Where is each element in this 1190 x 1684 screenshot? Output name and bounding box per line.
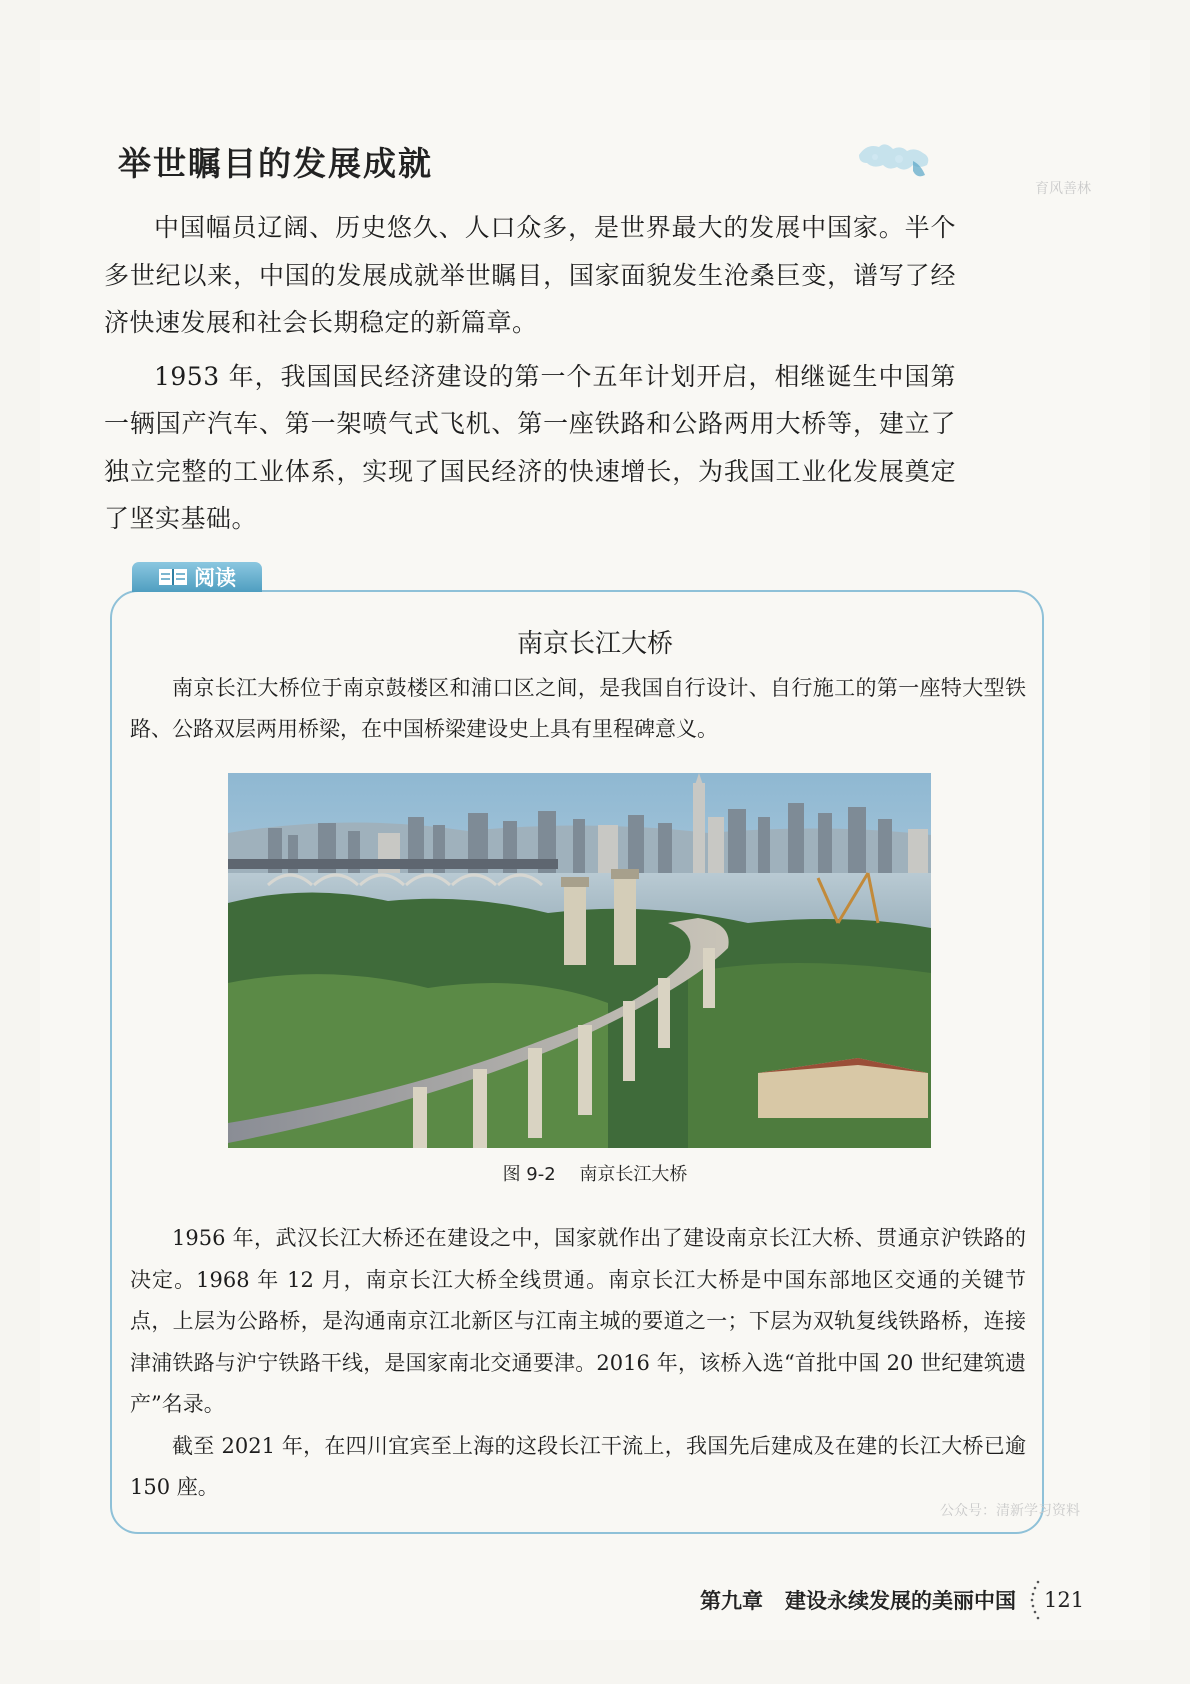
reading-title: 南京长江大桥 — [516, 629, 673, 659]
footer-chapter-title: 建设永续发展的美丽中国 — [785, 1589, 1016, 1613]
reading-paragraph-2: 截至 2021 年，在四川宜宾至上海的这段长江干流上，我国先后建成及在建的长江大桥已逾 150 座。 — [130, 1433, 1026, 1499]
reading-tab — [132, 562, 262, 592]
footer-chapter: 第九章 — [700, 1589, 763, 1613]
reading-intro — [130, 668, 1026, 750]
reading-tab-label: 阅读 — [194, 566, 236, 590]
intro-text — [104, 204, 956, 549]
figure-label: 南京长江大桥 — [579, 1164, 688, 1185]
figure-number: 图 9-2 — [502, 1164, 556, 1185]
world-map-decoration-icon — [855, 135, 935, 181]
section-title: 举世瞩目的发展成就 — [118, 144, 433, 183]
dotted-arc-decoration-icon — [1030, 1578, 1040, 1622]
open-book-icon — [158, 567, 188, 587]
reading-intro-paragraph: 南京长江大桥位于南京鼓楼区和浦口区之间，是我国自行设计、自行施工的第一座特大型铁路、公路双层两用桥梁，在中国桥梁建设史上具有里程碑意义。 — [130, 676, 1026, 741]
watermark-top: 育风善林 — [1035, 181, 1091, 197]
bridge-photo-illustration — [228, 773, 931, 1148]
watermark-bottom: 公众号：清新学习资料 — [940, 1503, 1080, 1519]
page-number: 121 — [1044, 1588, 1085, 1612]
reading-paragraph-1: 1956 年，武汉长江大桥还在建设之中，国家就作出了建设南京长江大桥、贯通京沪铁路的决定。1968 年 12 月，南京长江大桥全线贯通。南京长江大桥是中国东部地区交通的关键节点，上层为公路桥，是沟通南京江北新区与江南主城的要道之一；下层为双轨复线铁路桥，连接津浦铁路与沪宁铁路干线，是国家南北交通要津。2016 年，该桥入选“首批中国 20 世纪建筑遗产”名录。 — [130, 1226, 1026, 1416]
intro-paragraph-2: 1953 年，我国国民经济建设的第一个五年计划开启，相继诞生中国第一辆国产汽车、第一架喷气式飞机、第一座铁路和公路两用大桥等，建立了独立完整的工业体系，实现了国民经济的快速增长，为我国工业化发展奠定了坚实基础。 — [104, 361, 956, 533]
reading-body — [130, 1218, 1026, 1509]
page-footer — [700, 1578, 1084, 1622]
intro-paragraph-1: 中国幅员辽阔、历史悠久、人口众多，是世界最大的发展中国家。半个多世纪以来，中国的发展成就举世瞩目，国家面貌发生沧桑巨变，谱写了经济快速发展和社会长期稳定的新篇章。 — [104, 213, 956, 337]
bridge-photo — [228, 773, 931, 1148]
figure-caption — [0, 1160, 1190, 1186]
